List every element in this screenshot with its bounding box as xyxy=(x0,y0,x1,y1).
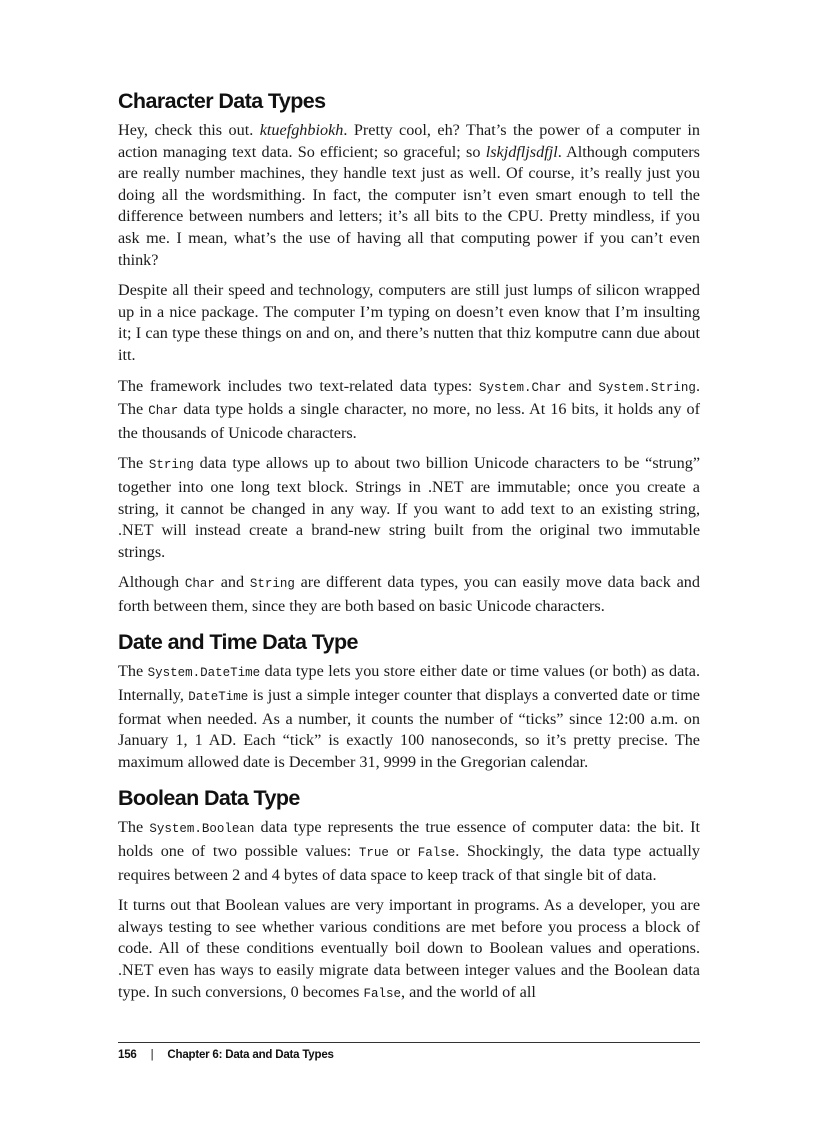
page-footer xyxy=(118,1042,700,1061)
paragraph-character-framework: The framework includes two text-related data types: System.Char and System.String. The Char data type holds a single character, no more, no less. At 16 bits, it holds any of the thousands of Unicode characters. xyxy=(118,376,701,442)
chapter-title: Chapter 6: Data and Data Types xyxy=(167,1049,334,1061)
paragraph-character-string: The String data type allows up to about two billion Unicode characters to be “strung” together into one long text block. Strings in .NET are immutable; once you create a string, it cannot be changed in any way. If you want to add text to an existing string, .NET will instead create a brand-new string built from the original two immutable strings. xyxy=(118,454,700,561)
page-number: 156 xyxy=(118,1049,137,1061)
heading-date-time-data-type: Date and Time Data Type xyxy=(118,630,358,655)
paragraph-character-conversion: Although Char and String are different data types, you can easily move data back and forth between them, since they are both based on basic Unicode characters. xyxy=(118,573,700,615)
paragraph-datetime: The System.DateTime data type lets you store either date or time values (or both) as data. Internally, DateTime is just a simple integer counter that displays a converted date or time format when needed. As a number, it counts the number of “ticks” since 12:00 a.m. on January 1, 1 AD. Each “tick” is exactly 100 nanoseconds, so it’s pretty precise. The maximum allowed date is December 31, 9999 in the Gregorian calendar. xyxy=(118,662,700,771)
heading-boolean-data-type: Boolean Data Type xyxy=(118,786,300,811)
heading-character-data-types: Character Data Types xyxy=(118,89,326,113)
paragraph-character-silicon: Despite all their speed and technology, computers are still just lumps of silicon wrapped up in a nice package. The computer I’m typing on doesn’t even know that I’m insulting it; I can type these things on and on, and there’s nutten that thiz komputre cann due about itt. xyxy=(118,281,700,364)
page-content xyxy=(118,86,700,1014)
paragraph-boolean-programs: It turns out that Boolean values are very important in programs. As a developer, you are always testing to see whether various conditions are met before you process a block of code. All of these conditions eventually boil down to Boolean values and operations. .NET even has ways to easily migrate data between integer values and the Boolean data type. In such conversions, 0 becomes False, and the world of all xyxy=(118,896,700,1001)
paragraph-boolean-intro: The System.Boolean data type represents the true essence of computer data: the bit. It holds one of two possible values: True or False. Shockingly, the data type actually requires between 2 and 4 bytes of data space to keep track of that single bit of data. xyxy=(118,818,700,884)
footer-separator: | xyxy=(150,1049,154,1061)
paragraph-character-intro: Hey, check this out. ktuefghbiokh. Pretty cool, eh? That’s the power of a computer in action managing text data. So efficient; so graceful; so lskjdfljsdfjl. Although computers are really number machines, they handle text just as well. Of course, it’s really just you doing all the wordsmithing. In fact, the computer isn’t even smart enough to tell the difference between numbers and letters; it’s all bits to the CPU. Pretty mindless, if you ask me. I mean, what’s the use of having all that computing power if you can’t even think? xyxy=(118,121,700,269)
